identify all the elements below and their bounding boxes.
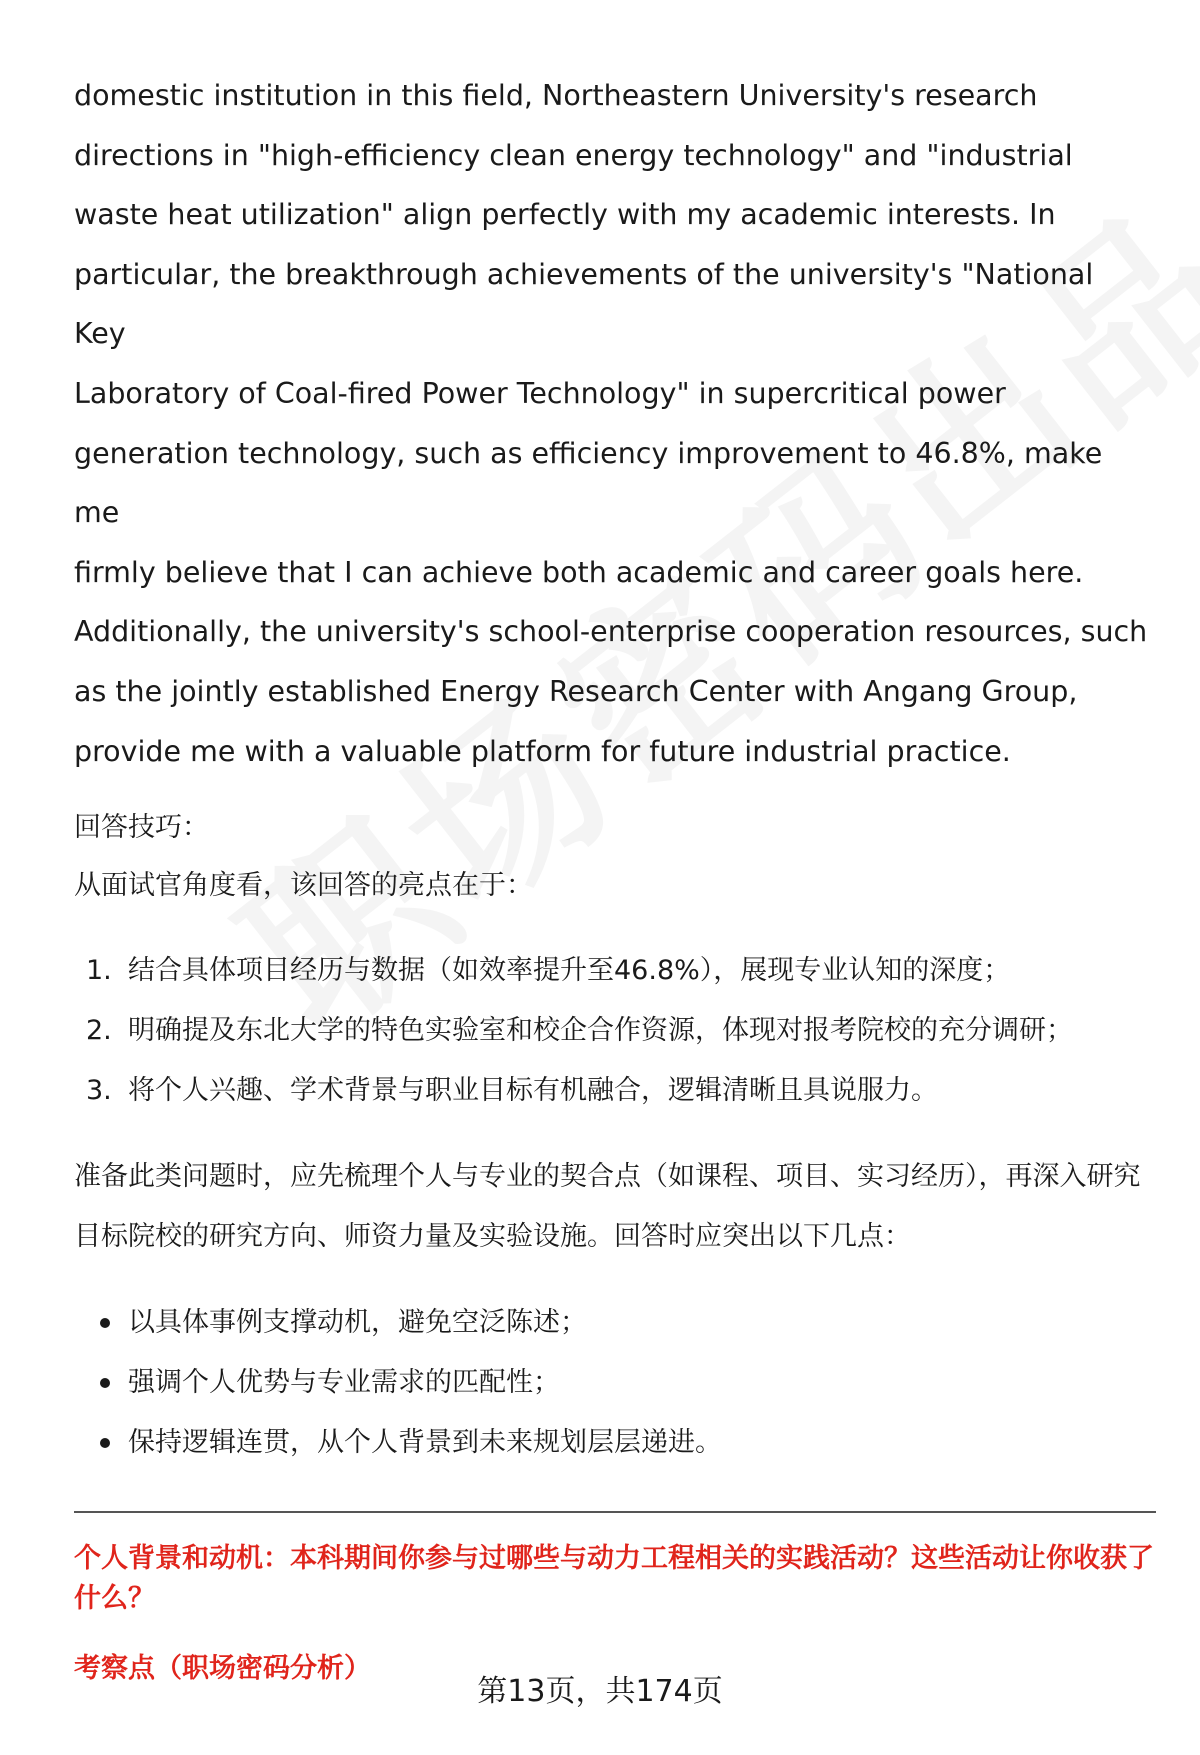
preparation-paragraph: 准备此类问题时，应先梳理个人与专业的契合点（如课程、项目、实习经历），再深入研究目标院校的研究方向、师资力量及实验设施。回答时应突出以下几点： bbox=[74, 1161, 1141, 1253]
list-item bbox=[74, 1061, 1154, 1121]
list-item bbox=[74, 1353, 1154, 1413]
bullet-icon bbox=[100, 1318, 110, 1328]
tips-label: 回答技巧： bbox=[74, 812, 209, 844]
english-line: firmly believe that I can achieve both academic and career goals here. bbox=[74, 555, 1084, 589]
list-item-text: 保持逻辑连贯，从个人背景到未来规划层层递进。 bbox=[128, 1427, 722, 1459]
list-item-text: 以具体事例支撑动机，避免空泛陈述； bbox=[128, 1307, 587, 1339]
english-line: as the jointly established Energy Research Center with Angang Group, bbox=[74, 674, 1078, 708]
bullet-icon bbox=[100, 1378, 110, 1388]
list-item bbox=[74, 1001, 1154, 1061]
page-number-footer: 第13页，共174页 bbox=[477, 1674, 723, 1709]
list-number: 3. bbox=[86, 1075, 112, 1107]
list-number: 2. bbox=[86, 1015, 112, 1047]
english-line: Laboratory of Coal-fired Power Technology" in supercritical power bbox=[74, 376, 1006, 410]
tips-list bbox=[74, 1293, 1154, 1473]
next-question-heading: 个人背景和动机：本科期间你参与过哪些与动力工程相关的实践活动？这些活动让你收获了什么？ bbox=[74, 1543, 1154, 1615]
list-item-text: 明确提及东北大学的特色实验室和校企合作资源，体现对报考院校的充分调研； bbox=[128, 1015, 1073, 1047]
english-line: generation technology, such as efficiency improvement to 46.8%, make me bbox=[74, 436, 1103, 530]
section-divider bbox=[74, 1511, 1156, 1513]
english-line: particular, the breakthrough achievements of the university's "National Key bbox=[74, 257, 1094, 351]
list-item bbox=[74, 941, 1154, 1001]
english-line: Additionally, the university's school-enterprise cooperation resources, such bbox=[74, 615, 1148, 649]
list-number: 1. bbox=[86, 955, 112, 987]
english-line: domestic institution in this field, Northeastern University's research bbox=[74, 79, 1038, 112]
analysis-subheading: 考察点（职场密码分析） bbox=[74, 1653, 371, 1685]
list-item-text: 将个人兴趣、学术背景与职业目标有机融合，逻辑清晰且具说服力。 bbox=[128, 1075, 938, 1107]
list-item bbox=[74, 1413, 1154, 1473]
bullet-icon bbox=[100, 1438, 110, 1448]
list-item-text: 结合具体项目经历与数据（如效率提升至46.8%），展现专业认知的深度； bbox=[128, 955, 1011, 987]
list-item-text: 强调个人优势与专业需求的匹配性； bbox=[128, 1367, 560, 1399]
highlights-list bbox=[74, 941, 1154, 1121]
english-line: waste heat utilization" align perfectly with my academic interests. In bbox=[74, 198, 1056, 232]
highlights-intro: 从面试官角度看，该回答的亮点在于： bbox=[74, 870, 533, 902]
english-line: directions in "high-efficiency clean energy technology" and "industrial bbox=[74, 138, 1073, 172]
english-answer-paragraph bbox=[74, 66, 1154, 781]
english-line: provide me with a valuable platform for future industrial practice. bbox=[74, 734, 1011, 768]
page-content bbox=[74, 66, 1154, 1689]
list-item bbox=[74, 1293, 1154, 1353]
